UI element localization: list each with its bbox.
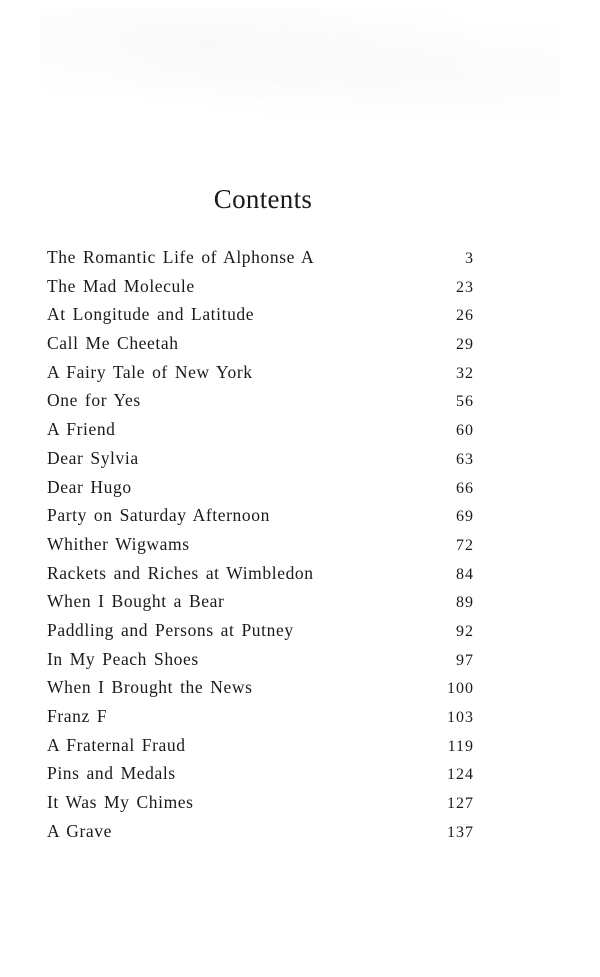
toc-entry-page-number: 124 xyxy=(447,766,474,784)
toc-entry-page-number: 103 xyxy=(447,709,474,726)
toc-entry xyxy=(47,817,474,846)
toc-entry xyxy=(47,444,474,473)
toc-entry-page-number: 92 xyxy=(456,622,474,640)
toc-entry-page-number: 66 xyxy=(456,479,474,497)
toc-entry-page-number: 127 xyxy=(447,795,474,813)
toc-entry-title: Dear Hugo xyxy=(47,476,132,497)
toc-entry-title: Whither Wigwams xyxy=(47,533,190,554)
toc-entry-title: In My Peach Shoes xyxy=(47,648,199,669)
toc-entry xyxy=(47,616,474,645)
toc-entry-title: The Mad Molecule xyxy=(47,275,195,296)
contents-heading: Contents xyxy=(213,184,313,214)
toc-entry-title: A Fraternal Fraud xyxy=(47,734,186,755)
toc-entry-page-number: 72 xyxy=(456,536,474,554)
toc-entry xyxy=(47,587,474,616)
toc-entry xyxy=(47,645,474,674)
toc-entry-title: The Romantic Life of Alphonse A xyxy=(47,247,315,267)
toc-entry xyxy=(47,473,474,502)
toc-entry-title: Paddling and Persons at Putney xyxy=(47,619,294,640)
toc-entry-title: Pins and Medals xyxy=(47,763,176,784)
toc-entry-page-number: 84 xyxy=(456,565,474,583)
toc-entry xyxy=(47,386,474,415)
toc-entry-page-number: 32 xyxy=(456,364,474,382)
toc-entry-title: A Grave xyxy=(47,820,112,841)
toc-entry-page-number: 3 xyxy=(465,250,474,267)
toc-entry xyxy=(47,243,474,272)
toc-entry-title: One for Yes xyxy=(47,390,141,411)
toc-entry xyxy=(47,272,474,301)
toc-entry-title: When I Bought a Bear xyxy=(47,591,225,612)
toc-entry xyxy=(47,759,474,788)
toc-entry xyxy=(47,300,474,329)
toc-entry-page-number: 29 xyxy=(456,336,474,354)
toc-entry xyxy=(47,415,474,444)
toc-entry xyxy=(47,530,474,559)
toc-entry-page-number: 100 xyxy=(447,680,474,698)
toc-entry xyxy=(47,673,474,702)
toc-entry xyxy=(47,501,474,530)
toc-entry-page-number: 56 xyxy=(456,393,474,411)
toc-entry-title: Party on Saturday Afternoon xyxy=(47,505,270,526)
toc-entry-title: Rackets and Riches at Wimbledon xyxy=(47,562,314,583)
show-through-shadow xyxy=(40,8,560,118)
table-of-contents xyxy=(47,243,474,845)
toc-entry xyxy=(47,329,474,358)
toc-entry-page-number: 26 xyxy=(456,307,474,325)
toc-entry-title: A Fairy Tale of New York xyxy=(47,361,253,382)
toc-entry-page-number: 69 xyxy=(456,508,474,526)
toc-entry-page-number: 23 xyxy=(456,278,474,296)
toc-entry xyxy=(47,731,474,760)
toc-entry-page-number: 60 xyxy=(456,422,474,440)
toc-entry-title: A Friend xyxy=(47,419,116,440)
toc-entry xyxy=(47,358,474,387)
toc-entry-page-number: 63 xyxy=(456,450,474,468)
toc-entry-page-number: 119 xyxy=(447,737,474,755)
toc-entry-title: When I Brought the News xyxy=(47,677,253,698)
toc-entry-title: At Longitude and Latitude xyxy=(47,304,255,325)
toc-entry-title: Franz F xyxy=(47,706,108,726)
toc-entry-title: It Was My Chimes xyxy=(47,792,194,813)
toc-entry xyxy=(47,559,474,588)
toc-entry xyxy=(47,702,474,731)
toc-entry-page-number: 89 xyxy=(456,594,474,612)
toc-entry-page-number: 137 xyxy=(447,823,474,841)
toc-entry-title: Call Me Cheetah xyxy=(47,333,179,354)
toc-entry xyxy=(47,788,474,817)
toc-entry-title: Dear Sylvia xyxy=(47,447,139,468)
toc-entry-page-number: 97 xyxy=(456,651,474,669)
